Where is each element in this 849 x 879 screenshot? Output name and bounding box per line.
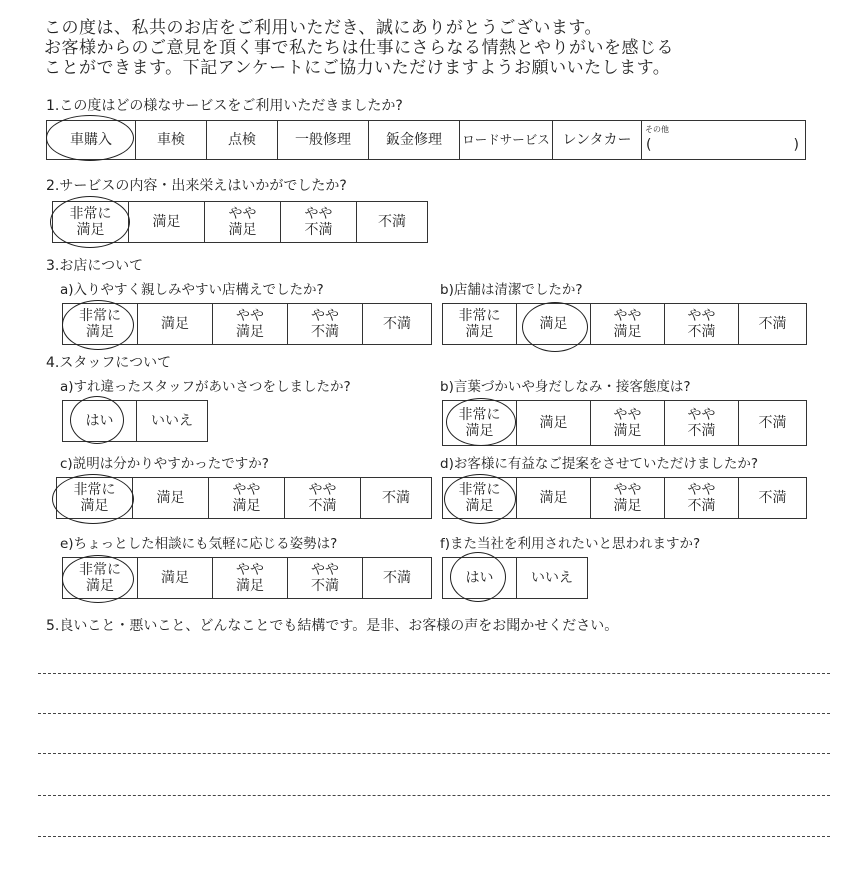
q3a-option-dissatisfied[interactable]: 不満 xyxy=(363,304,432,345)
q4a-options xyxy=(62,400,208,442)
answer-line-2[interactable] xyxy=(38,713,830,714)
q3-title: 3.お店について xyxy=(46,258,144,274)
q4e-option-somewhat-satisfied[interactable] xyxy=(213,558,288,599)
q4c-option-satisfied[interactable]: 満足 xyxy=(133,478,209,519)
q4d-vs-2: 満足 xyxy=(465,498,494,514)
q4d-option-somewhat-dissatisfied[interactable] xyxy=(665,478,739,519)
intro-line-3: ことができます。下記アンケートにご協力いただけますようお願いいたします。 xyxy=(44,58,671,78)
q4b-option-satisfied[interactable]: 満足 xyxy=(517,401,591,446)
q4c-vs-1: 非常に xyxy=(73,482,116,498)
q4b-option-somewhat-satisfied[interactable] xyxy=(591,401,665,446)
q4b-option-very-satisfied[interactable] xyxy=(443,401,517,446)
q3a-option-somewhat-dissatisfied[interactable] xyxy=(288,304,363,345)
q4b-label: b)言葉づかいや身だしなみ・接客態度は? xyxy=(440,379,691,395)
q3b-option-dissatisfied[interactable]: 不満 xyxy=(739,304,807,345)
q1-option-other[interactable] xyxy=(642,121,806,160)
q3b-vs-1: 非常に xyxy=(458,308,501,324)
q2-ss-1: やや xyxy=(228,206,257,222)
q4c-sd-2: 不満 xyxy=(308,498,337,514)
q4b-sd-1: やや xyxy=(687,407,716,423)
q4d-ss-1: やや xyxy=(613,482,642,498)
q4c-options xyxy=(56,477,432,519)
q2-option-satisfied[interactable]: 満足 xyxy=(129,202,205,243)
q1-option-inspection[interactable]: 車検 xyxy=(136,121,207,160)
intro-text xyxy=(44,18,674,78)
q1-option-body-repair[interactable]: 鈑金修理 xyxy=(369,121,460,160)
q2-title: 2.サービスの内容・出来栄えはいかがでしたか? xyxy=(46,178,347,194)
q3b-options xyxy=(442,303,807,345)
q3b-sd-1: やや xyxy=(687,308,716,324)
q4d-option-dissatisfied[interactable]: 不満 xyxy=(739,478,807,519)
q4d-option-very-satisfied[interactable] xyxy=(443,478,517,519)
q4c-ss-2: 満足 xyxy=(232,498,261,514)
q3b-option-satisfied[interactable]: 満足 xyxy=(517,304,591,345)
q2-option-dissatisfied[interactable]: 不満 xyxy=(357,202,428,243)
answer-line-3[interactable] xyxy=(38,753,830,754)
q4e-option-somewhat-dissatisfied[interactable] xyxy=(288,558,363,599)
q1-option-rental-car[interactable]: レンタカー xyxy=(553,121,642,160)
q4c-sd-1: やや xyxy=(308,482,337,498)
q4b-vs-2: 満足 xyxy=(465,423,494,439)
q4c-option-somewhat-satisfied[interactable] xyxy=(209,478,285,519)
q4e-sd-2: 不満 xyxy=(311,578,339,594)
q3b-ss-2: 満足 xyxy=(613,324,642,340)
q4b-option-somewhat-dissatisfied[interactable] xyxy=(665,401,739,446)
answer-line-1[interactable] xyxy=(38,673,830,674)
q1-option-car-purchase[interactable]: 車購入 xyxy=(47,121,136,160)
q4d-label: d)お客様に有益なご提案をさせていただけましたか? xyxy=(440,456,759,472)
q4d-ss-2: 満足 xyxy=(613,498,642,514)
q4e-vs-1: 非常に xyxy=(79,562,121,578)
q4d-options xyxy=(442,477,807,519)
q4e-vs-2: 満足 xyxy=(86,578,114,594)
q3a-option-satisfied[interactable]: 満足 xyxy=(138,304,213,345)
q3a-sd-2: 不満 xyxy=(311,324,339,340)
q3b-option-somewhat-satisfied[interactable] xyxy=(591,304,665,345)
q3a-vs-2: 満足 xyxy=(86,324,114,340)
q2-ss-2: 満足 xyxy=(228,222,257,238)
q4f-options xyxy=(442,557,588,599)
q4e-ss-1: やや xyxy=(236,562,264,578)
q3a-label: a)入りやすく親しみやすい店構えでしたか? xyxy=(60,282,324,298)
q4b-ss-1: やや xyxy=(613,407,642,423)
q4b-options xyxy=(442,400,807,446)
q4b-ss-2: 満足 xyxy=(613,423,642,439)
q4e-ss-2: 満足 xyxy=(236,578,264,594)
q1-other-open: ( xyxy=(646,137,652,153)
q3b-vs-2: 満足 xyxy=(465,324,494,340)
q4d-sd-2: 不満 xyxy=(687,498,716,514)
q3b-option-very-satisfied[interactable] xyxy=(443,304,517,345)
q4e-label: e)ちょっとした相談にも気軽に応じる姿勢は? xyxy=(60,536,338,552)
q4d-vs-1: 非常に xyxy=(458,482,501,498)
q2-vs-2: 満足 xyxy=(76,222,105,238)
q4c-option-somewhat-dissatisfied[interactable] xyxy=(285,478,361,519)
q4e-option-satisfied[interactable]: 満足 xyxy=(138,558,213,599)
q1-other-close: ) xyxy=(793,137,799,153)
q4a-option-no[interactable]: いいえ xyxy=(137,401,208,442)
q1-other-caption: その他 xyxy=(645,125,669,134)
q3b-option-somewhat-dissatisfied[interactable] xyxy=(665,304,739,345)
q2-sd-1: やや xyxy=(304,206,333,222)
q4a-option-yes[interactable]: はい xyxy=(63,401,137,442)
q4c-option-dissatisfied[interactable]: 不満 xyxy=(361,478,432,519)
q2-sd-2: 不満 xyxy=(304,222,333,238)
q1-option-general-repair[interactable]: 一般修理 xyxy=(278,121,369,160)
intro-line-1: この度は、私共のお店をご利用いただき、誠にありがとうございます。 xyxy=(44,18,602,38)
q4b-sd-2: 不満 xyxy=(687,423,716,439)
q4c-label: c)説明は分かりやすかったですか? xyxy=(60,456,269,472)
q4a-label: a)すれ違ったスタッフがあいさつをしましたか? xyxy=(60,379,351,395)
q3a-vs-1: 非常に xyxy=(79,308,121,324)
q1-option-road-service[interactable]: ロードサービス xyxy=(460,121,553,160)
q4f-option-no[interactable]: いいえ xyxy=(517,558,588,599)
q4e-option-dissatisfied[interactable]: 不満 xyxy=(363,558,432,599)
q1-title: 1.この度はどの様なサービスをご利用いただきましたか? xyxy=(46,98,403,114)
q4e-option-very-satisfied[interactable] xyxy=(63,558,138,599)
q2-option-somewhat-satisfied[interactable] xyxy=(205,202,281,243)
q4d-option-somewhat-satisfied[interactable] xyxy=(591,478,665,519)
answer-line-4[interactable] xyxy=(38,795,830,796)
q4-title: 4.スタッフについて xyxy=(46,355,172,371)
q4c-option-very-satisfied[interactable] xyxy=(57,478,133,519)
q1-option-check[interactable]: 点検 xyxy=(207,121,278,160)
q4e-sd-1: やや xyxy=(311,562,339,578)
q4d-option-satisfied[interactable]: 満足 xyxy=(517,478,591,519)
q3b-label: b)店舗は清潔でしたか? xyxy=(440,282,583,298)
q2-vs-1: 非常に xyxy=(69,206,112,222)
q2-option-very-satisfied[interactable] xyxy=(53,202,129,243)
q4d-sd-1: やや xyxy=(687,482,716,498)
q4f-option-yes[interactable]: はい xyxy=(443,558,517,599)
q3b-ss-1: やや xyxy=(613,308,642,324)
q2-option-somewhat-dissatisfied[interactable] xyxy=(281,202,357,243)
q3a-ss-1: やや xyxy=(236,308,264,324)
q3a-ss-2: 満足 xyxy=(236,324,264,340)
q4c-vs-2: 満足 xyxy=(80,498,109,514)
q5-title: 5.良いこと・悪いこと、どんなことでも結構です。是非、お客様の声をお聞かせください。 xyxy=(46,618,619,634)
q3a-options xyxy=(62,303,432,345)
q2-options xyxy=(52,201,428,243)
answer-line-5[interactable] xyxy=(38,836,830,837)
q4e-options xyxy=(62,557,432,599)
q3a-sd-1: やや xyxy=(311,308,339,324)
q4b-option-dissatisfied[interactable]: 不満 xyxy=(739,401,807,446)
q3a-option-somewhat-satisfied[interactable] xyxy=(213,304,288,345)
q1-options xyxy=(46,120,806,160)
q4c-ss-1: やや xyxy=(232,482,261,498)
intro-line-2: お客様からのご意見を頂く事で私たちは仕事にさらなる情熱とやりがいを感じる xyxy=(44,38,674,58)
q4f-label: f)また当社を利用されたいと思われますか? xyxy=(440,536,701,552)
q3b-sd-2: 不満 xyxy=(687,324,716,340)
q3a-option-very-satisfied[interactable] xyxy=(63,304,138,345)
q4b-vs-1: 非常に xyxy=(458,407,501,423)
